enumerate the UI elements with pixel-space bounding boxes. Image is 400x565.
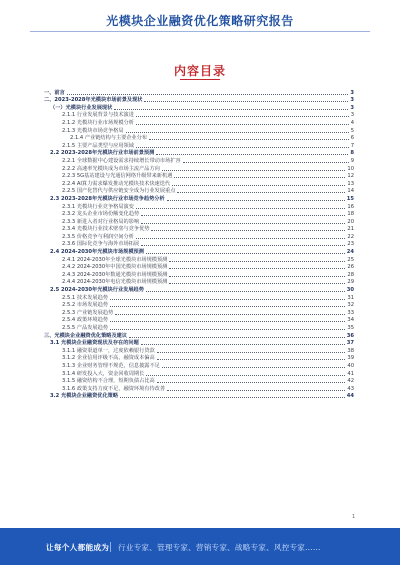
toc-leader-dots xyxy=(110,306,345,307)
toc-entry[interactable] xyxy=(44,225,354,233)
toc-leader-dots xyxy=(136,208,345,209)
toc-entry[interactable] xyxy=(44,164,354,172)
toc-entry-label: 2.3.3 新进入者对行业格局的影响 xyxy=(62,218,140,225)
toc-entry-page: 35 xyxy=(347,325,354,331)
toc-entry[interactable] xyxy=(44,392,354,400)
toc-entry-page: 42 xyxy=(347,378,354,385)
toc-entry[interactable] xyxy=(44,141,354,149)
toc-entry-label: 2.5.3 产业链发展趋势 xyxy=(62,309,114,316)
toc-entry[interactable] xyxy=(44,126,354,134)
toc-leader-dots xyxy=(110,329,345,330)
toc-entry-page: 3 xyxy=(350,112,354,119)
toc-entry-label: 2.3.2 龙头企业市场份额变化趋势 xyxy=(62,211,140,218)
toc-entry-label: 2.1.4 产业链结构与主要企业分布 xyxy=(70,135,148,142)
toc-entry-page: 8 xyxy=(350,150,354,157)
toc-entry-page: 44 xyxy=(346,393,354,400)
toc-leader-dots xyxy=(136,238,345,239)
toc-leader-dots xyxy=(156,154,348,155)
toc-entry-label: 2.5.2 市场发展趋势 xyxy=(62,302,108,309)
toc-leader-dots xyxy=(157,382,346,383)
toc-entry-label: 3.1 光模块企业融资现状及存在的问题 xyxy=(50,340,139,347)
toc-entry[interactable] xyxy=(44,172,354,180)
toc-entry-page: 36 xyxy=(346,332,354,339)
toc-entry-page: 10 xyxy=(347,165,354,172)
toc-leader-dots xyxy=(169,283,345,284)
toc-leader-dots xyxy=(141,223,345,224)
header-divider xyxy=(30,31,370,32)
toc-leader-dots xyxy=(177,192,345,193)
toc-entry-label: 三、光模块企业融资优化策略及建议 xyxy=(44,332,128,339)
toc-entry-label: 3.1.6 政策支持力度不足，融资环境有待改善 xyxy=(62,385,166,392)
toc-entry-label: 2.3.5 价格竞争与利润空间分析 xyxy=(62,233,134,240)
toc-leader-dots xyxy=(162,170,346,171)
toc-leader-dots xyxy=(141,215,345,216)
toc-entry-label: 2.2 2023-2028年光模块行业市场前景预测 xyxy=(50,150,155,157)
toc-entry-label: 2.1.2 光模块行业市场规模分析 xyxy=(62,119,134,126)
toc-leader-dots xyxy=(169,261,345,262)
toc-entry-label: 2.4 2024-2030年光模块市场规模预测 xyxy=(50,249,144,256)
toc-leader-dots xyxy=(146,253,345,254)
toc-entry[interactable] xyxy=(44,301,354,309)
toc-entry-page: 9 xyxy=(350,157,354,164)
footer-roles: 行业专家、管理专家、营销专家、战略专家、风控专家…… xyxy=(118,543,321,552)
toc-entry-page: 6 xyxy=(350,135,354,142)
toc-entry-label: 二、2023-2028年光模块市场前景及现状 xyxy=(44,97,143,104)
toc-entry[interactable] xyxy=(44,156,354,164)
toc-entry-page: 4 xyxy=(350,119,354,126)
toc-leader-dots xyxy=(169,268,345,269)
toc-entry-page: 29 xyxy=(347,279,354,286)
toc-entry[interactable] xyxy=(44,316,354,324)
toc-entry-label: 2.5.1 技术发展趋势 xyxy=(62,294,108,301)
toc-leader-dots xyxy=(141,245,345,246)
toc-entry[interactable] xyxy=(44,194,354,202)
toc-entry-page: 38 xyxy=(347,347,354,354)
toc-entry-page: 33 xyxy=(347,309,354,316)
report-title: 光模块企业融资优化策略研究报告 xyxy=(106,14,294,28)
toc-entry[interactable] xyxy=(44,232,354,240)
toc-entry-page: 20 xyxy=(347,218,354,225)
toc-leader-dots xyxy=(67,94,349,95)
toc-entry-label: 2.3 2023-2028年光模块行业市场竞争趋势分析 xyxy=(50,195,165,202)
toc-leader-dots xyxy=(151,230,345,231)
toc-entry-label: 3.1.3 企业财务管理不规范，信息披露不足 xyxy=(62,362,160,369)
toc-leader-dots xyxy=(120,397,345,398)
toc-entry-label: 2.4.2 2024-2030年中国光模块市场规模预测 xyxy=(62,264,168,271)
toc-leader-dots xyxy=(144,101,348,102)
toc-entry-page: 16 xyxy=(347,203,354,210)
toc-entry[interactable] xyxy=(44,270,354,278)
footer-banner xyxy=(0,528,400,565)
toc-entry-label: 3.1.4 研发投入大，资金回收周期长 xyxy=(62,370,145,377)
toc-entry-page: 31 xyxy=(347,294,354,301)
toc-entry[interactable] xyxy=(44,210,354,218)
footer-slogan: 让每个人都能成为 xyxy=(46,543,110,552)
toc-entry-page: 26 xyxy=(347,264,354,271)
toc-entry[interactable] xyxy=(44,263,354,271)
toc-entry[interactable] xyxy=(44,369,354,377)
toc-leader-dots xyxy=(141,344,345,345)
toc-entry-page: 43 xyxy=(347,385,354,392)
toc-entry[interactable] xyxy=(44,202,354,210)
toc-leader-dots xyxy=(149,139,349,140)
toc-entry-page: 5 xyxy=(350,127,354,134)
toc-heading-underline xyxy=(180,79,220,80)
toc-entry[interactable] xyxy=(44,111,354,119)
toc-leader-dots xyxy=(167,390,345,391)
toc-entry-label: 2.2.3 5G基站建设与光通信网络升级带来新机遇 xyxy=(62,173,173,180)
toc-leader-dots xyxy=(169,276,345,277)
toc-entry[interactable] xyxy=(44,346,354,354)
toc-entry-page: 22 xyxy=(347,233,354,240)
toc-leader-dots xyxy=(136,116,349,117)
toc-entry[interactable] xyxy=(44,247,354,255)
toc-entry-label: 2.5 2024-2030年光模块行业发展趋势 xyxy=(50,287,144,294)
toc-entry[interactable] xyxy=(44,339,354,347)
toc-entry-label: 3.2 光模块企业融资优化策略 xyxy=(50,393,119,400)
toc-leader-dots xyxy=(110,321,345,322)
toc-entry-label: 一、前言 xyxy=(44,89,65,96)
toc-entry-label: 3.1.2 企业信用评级不高，融资成本偏高 xyxy=(62,355,155,362)
toc-entry-label: 2.5.4 政策环境趋势 xyxy=(62,317,108,324)
toc-entry-page: 37 xyxy=(346,340,354,347)
toc-entry-label: （一）光模块行业发展现状 xyxy=(50,104,113,111)
toc-entry-label: 2.1.1 行业发展背景与技术演进 xyxy=(62,112,134,119)
toc-entry[interactable] xyxy=(44,179,354,187)
toc-heading: 内容目录 xyxy=(173,64,226,78)
toc-entry-page: 3 xyxy=(350,97,354,104)
toc-entry[interactable] xyxy=(44,103,354,111)
toc-entry-label: 2.4.4 2024-2030年电信光模块市场规模预测 xyxy=(62,279,168,286)
toc-entry[interactable] xyxy=(44,384,354,392)
toc-leader-dots xyxy=(115,314,345,315)
toc-entry-label: 2.2.2 高速率光模块成为市场主流产品方向 xyxy=(62,165,160,172)
toc-entry-label: 3.1.1 融资渠道单一，过度依赖银行贷款 xyxy=(62,347,155,354)
toc-entry-page: 13 xyxy=(347,180,354,187)
toc-leader-dots xyxy=(183,162,349,163)
toc-entry-page: 18 xyxy=(347,211,354,218)
toc-entry-label: 2.3.6 国际化竞争与海外市场拓展 xyxy=(62,241,140,248)
toc-leader-dots xyxy=(129,337,345,338)
toc-entry[interactable] xyxy=(44,255,354,263)
toc-entry-label: 2.3.1 光模块行业竞争格局演变 xyxy=(62,203,134,210)
toc-entry-page: 40 xyxy=(347,362,354,369)
page-number: 1 xyxy=(352,514,356,520)
toc-entry[interactable] xyxy=(44,308,354,316)
toc-leader-dots xyxy=(126,132,349,133)
toc-entry-page: 32 xyxy=(347,302,354,309)
toc-entry-page: 39 xyxy=(347,355,354,362)
table-of-contents xyxy=(44,88,354,399)
toc-entry-page: 14 xyxy=(347,188,354,195)
toc-leader-dots xyxy=(136,124,349,125)
toc-entry[interactable] xyxy=(44,240,354,248)
toc-entry-label: 2.1.5 主要产品类型与应用领域 xyxy=(62,142,134,149)
toc-entry-label: 2.5.5 产品发展趋势 xyxy=(62,325,108,331)
toc-entry-page: 41 xyxy=(347,370,354,377)
toc-entry[interactable] xyxy=(44,217,354,225)
toc-entry-label: 2.2.4 AI算力需求爆发推动光模块技术快速迭代 xyxy=(62,180,171,187)
toc-entry[interactable] xyxy=(44,187,354,195)
toc-entry[interactable] xyxy=(44,149,354,157)
toc-entry[interactable] xyxy=(44,293,354,301)
toc-leader-dots xyxy=(146,375,345,376)
toc-entry-label: 3.1.5 融资结构不合理，短期负债占比高 xyxy=(62,378,155,385)
toc-entry[interactable] xyxy=(44,88,354,96)
toc-entry-page: 21 xyxy=(347,226,354,233)
toc-entry-page: 23 xyxy=(347,241,354,248)
toc-entry[interactable] xyxy=(44,96,354,104)
toc-entry-page: 12 xyxy=(347,173,354,180)
toc-leader-dots xyxy=(157,359,346,360)
toc-leader-dots xyxy=(162,367,346,368)
toc-entry-page: 3 xyxy=(350,89,354,96)
toc-entry-page: 7 xyxy=(350,142,354,149)
toc-entry[interactable] xyxy=(44,361,354,369)
toc-entry-label: 2.4.1 2024-2030年全球光模块市场规模预测 xyxy=(62,256,168,263)
toc-entry[interactable] xyxy=(44,134,354,142)
toc-entry-label: 2.2.5 国产化替代与供应链安全成为行业发展重点 xyxy=(62,188,176,195)
toc-leader-dots xyxy=(174,177,345,178)
toc-entry[interactable] xyxy=(44,377,354,385)
toc-entry-label: 2.4.3 2024-2030年数通光模块市场规模预测 xyxy=(62,271,168,278)
toc-leader-dots xyxy=(136,147,349,148)
toc-leader-dots xyxy=(167,200,345,201)
toc-entry-page: 15 xyxy=(346,195,354,202)
toc-entry[interactable] xyxy=(44,285,354,293)
toc-leader-dots xyxy=(172,185,345,186)
toc-entry-page: 28 xyxy=(347,271,354,278)
footer-divider xyxy=(110,542,111,552)
toc-entry-page: 30 xyxy=(346,287,354,294)
toc-entry-label: 2.1.3 光模块市场竞争格局 xyxy=(62,127,124,134)
toc-entry-page: 25 xyxy=(347,256,354,263)
toc-entry[interactable] xyxy=(44,118,354,126)
toc-entry-label: 2.3.4 光模块行业技术壁垒与竞争优势 xyxy=(62,226,150,233)
toc-entry[interactable] xyxy=(44,278,354,286)
page-header xyxy=(0,0,400,34)
toc-entry[interactable] xyxy=(44,354,354,362)
toc-leader-dots xyxy=(157,352,346,353)
toc-entry[interactable] xyxy=(44,323,354,331)
toc-entry-label: 2.2.1 全球数据中心建设需求持续增长带动市场扩容 xyxy=(62,157,181,164)
toc-leader-dots xyxy=(110,299,345,300)
toc-leader-dots xyxy=(114,109,348,110)
toc-entry-page: 24 xyxy=(346,249,354,256)
toc-entry-page: 34 xyxy=(347,317,354,324)
toc-leader-dots xyxy=(146,291,345,292)
toc-entry[interactable] xyxy=(44,331,354,339)
toc-entry-page: 3 xyxy=(350,104,354,111)
